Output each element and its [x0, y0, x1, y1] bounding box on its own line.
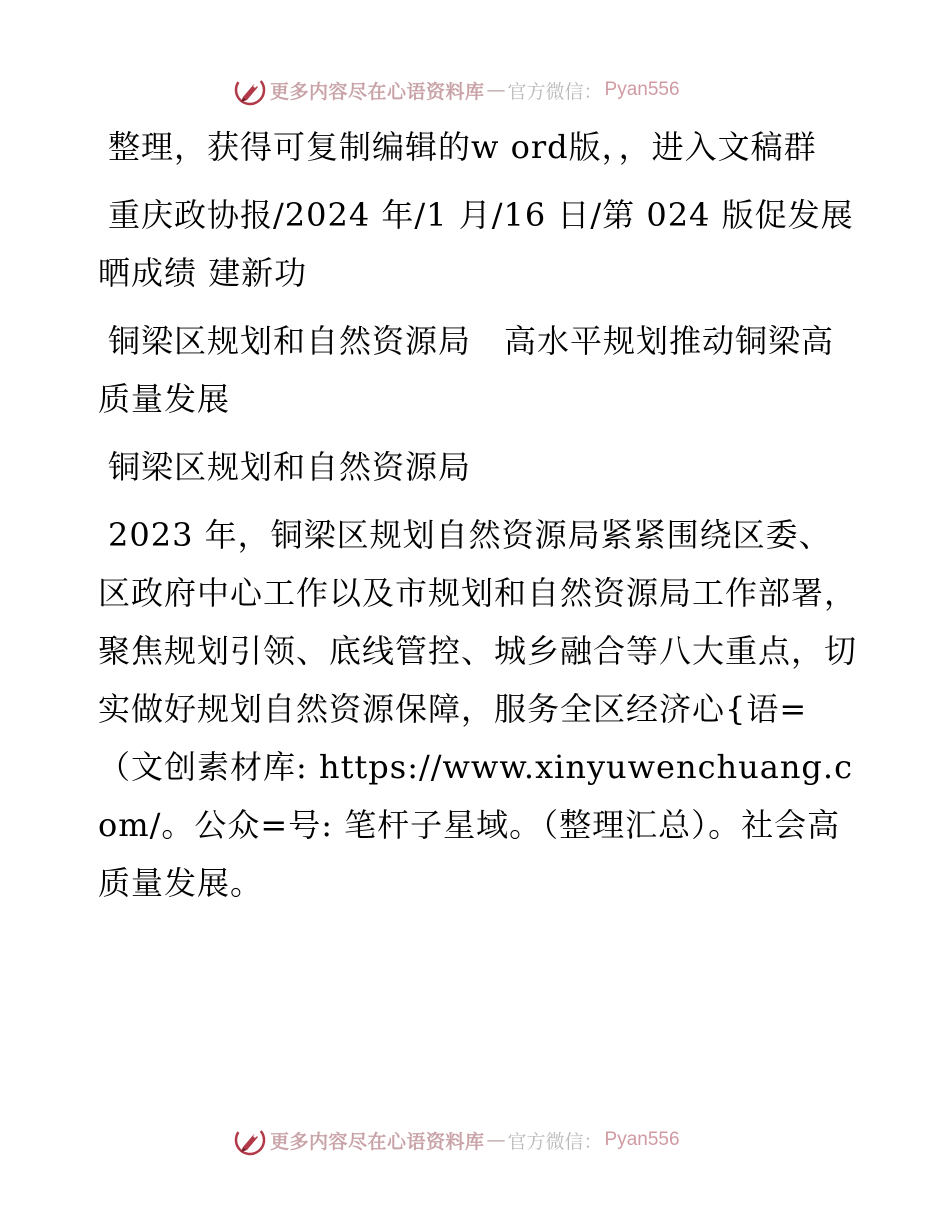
paragraph-article-title: 铜梁区规划和自然资源局 高水平规划推动铜梁高质量发展	[98, 322, 835, 418]
header-watermark-banner	[234, 72, 714, 108]
paragraph-body: 2023 年，铜梁区规划自然资源局紧紧围绕区委、区政府中心工作以及市规划和自然资源局工作部署，聚焦规划引领、底线管控、城乡融合等八大重点，切实做好规划自然资源保障，服务全区经济心{语=（文创素材库: https://www.xinyuwenchuang.com/。公众=号: 笔杆子星域。（整理汇总）。社会高质量发展。	[98, 516, 858, 902]
watermark-official-label: 官方微信：	[507, 1130, 603, 1153]
paragraph-author: 铜梁区规划和自然资源局	[108, 448, 472, 486]
footer-watermark-banner	[234, 1122, 714, 1158]
pen-nib-logo-icon	[234, 74, 266, 106]
watermark-account-id: Pyan556	[604, 1129, 680, 1150]
document-body	[98, 118, 858, 912]
watermark-site-text: 更多内容尽在心语资料库	[270, 1130, 485, 1153]
paragraph-intro: 整理，获得可复制编辑的w ord版，，进入文稿群	[108, 128, 817, 166]
paragraph-source-line: 重庆政协报/2024 年/1 月/16 日/第 024 版促发展 晒成绩 建新功	[98, 196, 854, 292]
watermark-dash: —	[486, 1129, 506, 1151]
watermark-account-id: Pyan556	[604, 79, 680, 100]
watermark-site-text: 更多内容尽在心语资料库	[270, 80, 485, 103]
watermark-official-label: 官方微信：	[507, 80, 603, 103]
pen-nib-logo-icon	[234, 1124, 266, 1156]
watermark-dash: —	[486, 79, 506, 101]
